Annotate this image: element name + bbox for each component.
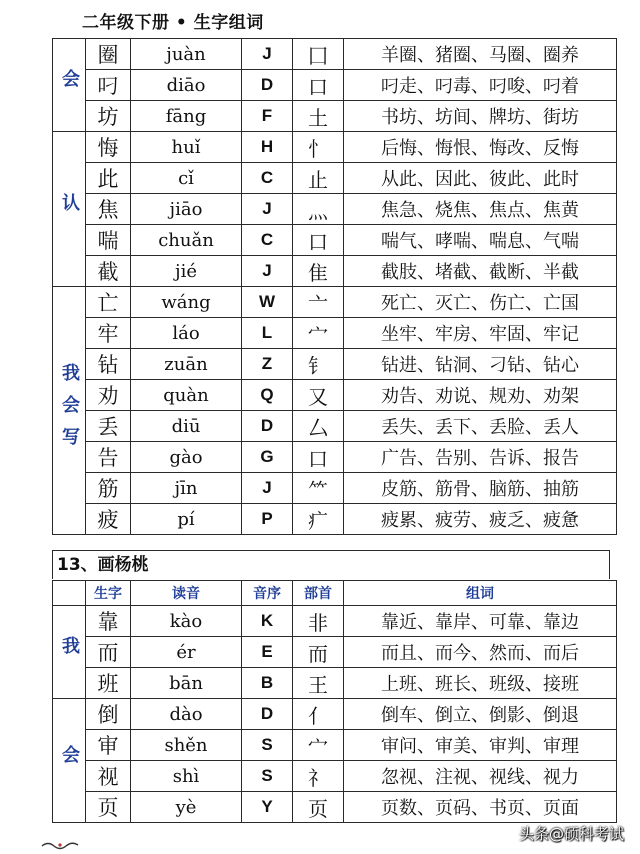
pinyin-cell: jīn — [131, 473, 242, 504]
radical-cell: 灬 — [293, 194, 344, 225]
radical-cell: 非 — [293, 606, 344, 637]
group-label-cell — [53, 699, 86, 823]
pinyin-cell: quàn — [131, 380, 242, 411]
header-blank-cell — [53, 581, 86, 606]
table-row — [53, 380, 617, 411]
vocab-table-2-body — [53, 581, 617, 823]
radical-cell: 口 — [293, 225, 344, 256]
hanzi-cell: 此 — [86, 163, 131, 194]
word-group-cell: 截肢、堵截、截断、半截 — [344, 256, 617, 287]
table-row — [53, 730, 617, 761]
word-group-cell: 而且、而今、然而、而后 — [344, 637, 617, 668]
pinyin-cell: láo — [131, 318, 242, 349]
phonetic-order-cell: C — [242, 163, 293, 194]
table-row — [53, 792, 617, 823]
word-group-cell: 钻进、钻洞、刁钻、钻心 — [344, 349, 617, 380]
hanzi-cell: 丢 — [86, 411, 131, 442]
phonetic-order-cell: S — [242, 761, 293, 792]
hanzi-cell: 审 — [86, 730, 131, 761]
word-group-cell: 靠近、靠岸、可靠、靠边 — [344, 606, 617, 637]
word-group-cell: 劝告、劝说、规劝、劝架 — [344, 380, 617, 411]
table-row — [53, 606, 617, 637]
table-row — [53, 163, 617, 194]
pinyin-cell: ér — [131, 637, 242, 668]
radical-cell: 土 — [293, 101, 344, 132]
table-row — [53, 761, 617, 792]
table-row — [53, 442, 617, 473]
vocab-table-2 — [52, 580, 617, 823]
phonetic-order-cell: L — [242, 318, 293, 349]
radical-cell: 而 — [293, 637, 344, 668]
radical-cell: 亠 — [293, 287, 344, 318]
table-row — [53, 637, 617, 668]
phonetic-order-cell: Y — [242, 792, 293, 823]
table-row — [53, 101, 617, 132]
radical-cell: 宀 — [293, 730, 344, 761]
hanzi-cell: 钻 — [86, 349, 131, 380]
table-row — [53, 225, 617, 256]
table-row — [53, 504, 617, 535]
group-label-cell — [53, 606, 86, 699]
vocab-table-1 — [52, 38, 617, 535]
phonetic-order-cell: C — [242, 225, 293, 256]
radical-cell: ⺮ — [293, 473, 344, 504]
hanzi-cell: 悔 — [86, 132, 131, 163]
word-group-cell: 上班、班长、班级、接班 — [344, 668, 617, 699]
group-label-cell — [53, 132, 86, 287]
document-title: 二年级下册 • 生字组词 — [82, 13, 264, 33]
word-group-cell: 从此、因此、彼此、此时 — [344, 163, 617, 194]
radical-cell: 厶 — [293, 411, 344, 442]
hanzi-cell: 焦 — [86, 194, 131, 225]
table-row — [53, 287, 617, 318]
word-group-cell: 皮筋、筋骨、脑筋、抽筋 — [344, 473, 617, 504]
group-label-cell — [53, 39, 86, 132]
word-group-cell: 疲累、疲劳、疲乏、疲惫 — [344, 504, 617, 535]
pinyin-cell: diū — [131, 411, 242, 442]
table-header-row — [53, 581, 617, 606]
table-row — [53, 699, 617, 730]
radical-cell: 止 — [293, 163, 344, 194]
table-row — [53, 349, 617, 380]
table-row — [53, 318, 617, 349]
phonetic-order-cell: K — [242, 606, 293, 637]
group-label: 我会写 — [59, 362, 80, 459]
word-group-cell: 丢失、丢下、丢脸、丢人 — [344, 411, 617, 442]
phonetic-order-cell: J — [242, 39, 293, 70]
pinyin-cell: kào — [131, 606, 242, 637]
pinyin-cell: fāng — [131, 101, 242, 132]
phonetic-order-cell: J — [242, 256, 293, 287]
section-title: 13、画杨桃 — [52, 550, 610, 579]
column-header-pinyin: 读音 — [131, 581, 242, 606]
radical-cell: 页 — [293, 792, 344, 823]
phonetic-order-cell: B — [242, 668, 293, 699]
group-label: 认 — [59, 193, 80, 225]
word-group-cell: 坐牢、牢房、牢固、牢记 — [344, 318, 617, 349]
table-row — [53, 256, 617, 287]
pinyin-cell: chuǎn — [131, 225, 242, 256]
column-header-char: 生字 — [86, 581, 131, 606]
hanzi-cell: 靠 — [86, 606, 131, 637]
phonetic-order-cell: D — [242, 70, 293, 101]
radical-cell: 忄 — [293, 132, 344, 163]
phonetic-order-cell: Z — [242, 349, 293, 380]
phonetic-order-cell: H — [242, 132, 293, 163]
radical-cell: 礻 — [293, 761, 344, 792]
hanzi-cell: 倒 — [86, 699, 131, 730]
table-row — [53, 70, 617, 101]
pinyin-cell: pí — [131, 504, 242, 535]
column-header-order: 音序 — [242, 581, 293, 606]
phonetic-order-cell: J — [242, 473, 293, 504]
word-group-cell: 死亡、灭亡、伤亡、亡国 — [344, 287, 617, 318]
hanzi-cell: 坊 — [86, 101, 131, 132]
phonetic-order-cell: Q — [242, 380, 293, 411]
word-group-cell: 羊圈、猪圈、马圈、圈养 — [344, 39, 617, 70]
pinyin-cell: gào — [131, 442, 242, 473]
group-label: 会 — [59, 69, 80, 101]
pinyin-cell: zuān — [131, 349, 242, 380]
column-header-radical: 部首 — [293, 581, 344, 606]
phonetic-order-cell: S — [242, 730, 293, 761]
radical-cell: 口 — [293, 442, 344, 473]
pinyin-cell: shěn — [131, 730, 242, 761]
hanzi-cell: 喘 — [86, 225, 131, 256]
phonetic-order-cell: F — [242, 101, 293, 132]
hanzi-cell: 劝 — [86, 380, 131, 411]
table-row — [53, 194, 617, 225]
hanzi-cell: 班 — [86, 668, 131, 699]
hanzi-cell: 而 — [86, 637, 131, 668]
radical-cell: 囗 — [293, 39, 344, 70]
hanzi-cell: 告 — [86, 442, 131, 473]
group-label: 会 — [59, 744, 80, 777]
table-row — [53, 668, 617, 699]
decorative-ornament-icon — [40, 840, 80, 850]
word-group-cell: 后悔、悔恨、悔改、反悔 — [344, 132, 617, 163]
vocab-table-1-body — [53, 39, 617, 535]
pinyin-cell: dào — [131, 699, 242, 730]
pinyin-cell: wáng — [131, 287, 242, 318]
pinyin-cell: yè — [131, 792, 242, 823]
pinyin-cell: juàn — [131, 39, 242, 70]
phonetic-order-cell: G — [242, 442, 293, 473]
table-row — [53, 132, 617, 163]
pinyin-cell: huǐ — [131, 132, 242, 163]
word-group-cell: 忽视、注视、视线、视力 — [344, 761, 617, 792]
pinyin-cell: diāo — [131, 70, 242, 101]
radical-cell: 宀 — [293, 318, 344, 349]
hanzi-cell: 圈 — [86, 39, 131, 70]
hanzi-cell: 筋 — [86, 473, 131, 504]
radical-cell: 王 — [293, 668, 344, 699]
phonetic-order-cell: J — [242, 194, 293, 225]
pinyin-cell: shì — [131, 761, 242, 792]
hanzi-cell: 视 — [86, 761, 131, 792]
word-group-cell: 倒车、倒立、倒影、倒退 — [344, 699, 617, 730]
hanzi-cell: 亡 — [86, 287, 131, 318]
phonetic-order-cell: E — [242, 637, 293, 668]
radical-cell: 疒 — [293, 504, 344, 535]
pinyin-cell: bān — [131, 668, 242, 699]
group-label: 我 — [59, 636, 80, 668]
word-group-cell: 广告、告别、告诉、报告 — [344, 442, 617, 473]
hanzi-cell: 截 — [86, 256, 131, 287]
phonetic-order-cell: D — [242, 411, 293, 442]
word-group-cell: 页数、页码、书页、页面 — [344, 792, 617, 823]
word-group-cell: 焦急、烧焦、焦点、焦黄 — [344, 194, 617, 225]
table-row — [53, 411, 617, 442]
table-row — [53, 39, 617, 70]
table-row — [53, 473, 617, 504]
hanzi-cell: 牢 — [86, 318, 131, 349]
phonetic-order-cell: W — [242, 287, 293, 318]
word-group-cell: 喘气、哮喘、喘息、气喘 — [344, 225, 617, 256]
word-group-cell: 书坊、坊间、牌坊、街坊 — [344, 101, 617, 132]
radical-cell: 口 — [293, 70, 344, 101]
word-group-cell: 叼走、叼毒、叼唆、叼着 — [344, 70, 617, 101]
hanzi-cell: 页 — [86, 792, 131, 823]
hanzi-cell: 疲 — [86, 504, 131, 535]
radical-cell: 又 — [293, 380, 344, 411]
phonetic-order-cell: D — [242, 699, 293, 730]
hanzi-cell: 叼 — [86, 70, 131, 101]
radical-cell: 钅 — [293, 349, 344, 380]
group-label-cell — [53, 287, 86, 535]
pinyin-cell: jiāo — [131, 194, 242, 225]
word-group-cell: 审问、审美、审判、审理 — [344, 730, 617, 761]
pinyin-cell: jié — [131, 256, 242, 287]
radical-cell: 亻 — [293, 699, 344, 730]
radical-cell: 隹 — [293, 256, 344, 287]
phonetic-order-cell: P — [242, 504, 293, 535]
watermark: 头条@硕科考试 — [518, 825, 624, 843]
pinyin-cell: cǐ — [131, 163, 242, 194]
column-header-words: 组词 — [344, 581, 617, 606]
